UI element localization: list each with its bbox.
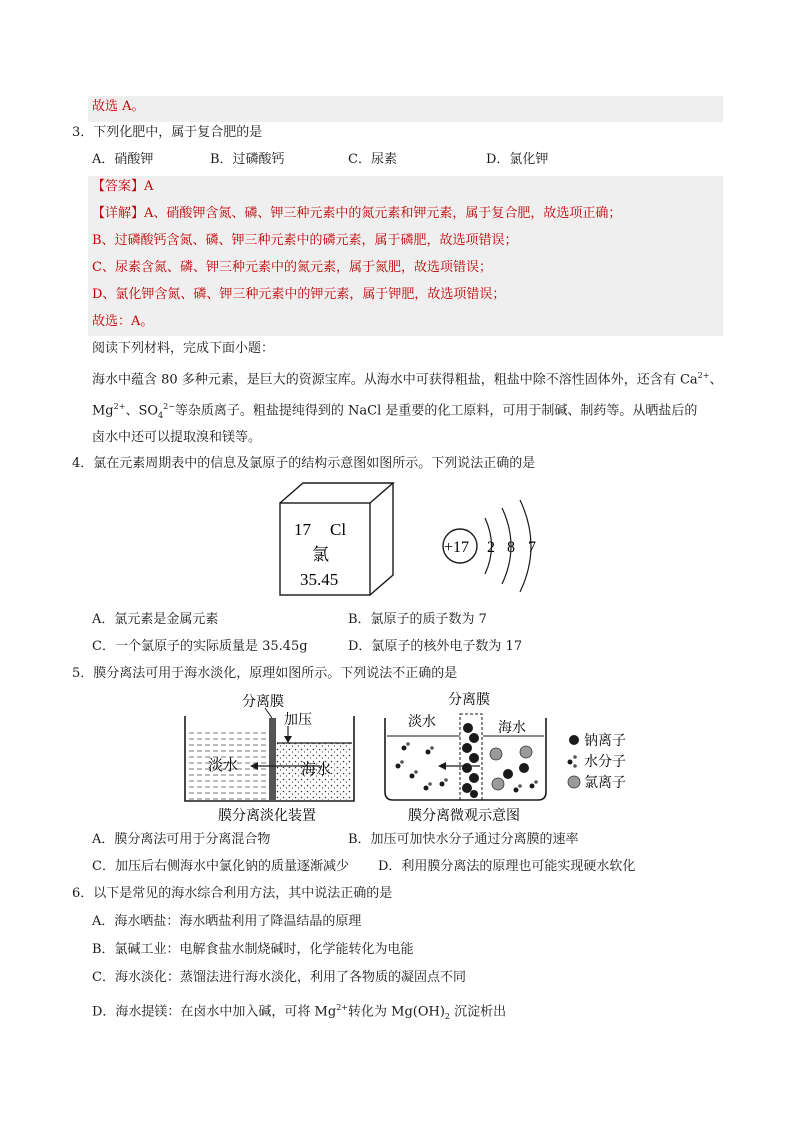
legend-sodium: 钠离子 — [584, 733, 626, 749]
fig1-fresh-label: 淡水 — [208, 756, 239, 774]
fig1-sea-label: 海水 — [301, 760, 332, 778]
fig2-fresh-label: 淡水 — [408, 714, 436, 730]
q3-stem: 3．下列化肥中，属于复合肥的是 — [72, 125, 263, 140]
q3-detail-b: B、过磷酸钙含氮、磷、钾三种元素中的磷元素，属于磷肥，故选项错误； — [92, 233, 518, 248]
legend — [568, 735, 581, 788]
fig2-membrane-label: 分离膜 — [448, 692, 490, 708]
material-intro: 阅读下列材料，完成下面小题： — [92, 341, 275, 356]
material-line-2: $Mg^{2+}$、$SO_4^{2-}$等杂质离子。粗盐提纯得到的 NaCl 是重要的化工原料，可用于制碱、制药等。从晒盐后的 — [92, 402, 698, 420]
q4-stem: 4．氯在元素周期表中的信息及氯原子的结构示意图如图所示。下列说法正确的是 — [72, 456, 536, 471]
q3-answer-box — [88, 176, 723, 336]
q6-option-c: C．海水淡化：蒸馏法进行海水淡化，利用了各物质的凝固点不同 — [92, 970, 466, 985]
q3-detail-c: C、尿素含氮、磷、钾三种元素中的氮元素，属于氮肥，故选项错误； — [92, 260, 492, 275]
q3-detail-a: 【详解】A、硝酸钾含氮、磷、钾三种元素中的氮元素和钾元素，属于复合肥，故选项正确； — [92, 206, 622, 221]
atom-nucleus: +17 — [444, 539, 470, 556]
q5-stem: 5．膜分离法可用于海水淡化，原理如图所示。下列说法不正确的是 — [72, 666, 458, 681]
q6-option-b: B．氯碱工业：电解食盐水制烧碱时，化学能转化为电能 — [92, 942, 414, 957]
fig2-sea-label: 海水 — [498, 720, 526, 736]
membrane-figure — [180, 688, 640, 824]
legend-water: 水分子 — [584, 754, 626, 770]
q3-option-b: B．过磷酸钙 — [210, 152, 285, 167]
shell-2-electrons: 8 — [507, 539, 515, 556]
previous-answer-end: 故选 A。 — [92, 99, 145, 114]
q5-option-b: B．加压可加快水分子通过分离膜的速率 — [348, 832, 579, 847]
material-line-1: 海水中蕴含 80 多种元素，是巨大的资源宝库。从海水中可获得粗盐，粗盐中除不溶性固体外，还含有 $Ca^{2+}$、 — [92, 371, 723, 388]
q4-option-b: B．氯原子的质子数为 7 — [348, 612, 487, 627]
shell-3-electrons: 7 — [528, 539, 536, 556]
q3-detail-d: D、氯化钾含氮、磷、钾三种元素中的钾元素，属于钾肥，故选项错误； — [92, 287, 506, 302]
element-name: 氯 — [312, 545, 329, 564]
chlorine-figure — [270, 478, 570, 598]
q6-option-a: A．海水晒盐：海水晒盐利用了降温结晶的原理 — [92, 914, 362, 929]
q3-option-c: C．尿素 — [348, 152, 397, 167]
fig1-pressure-label: 加压 — [284, 712, 312, 728]
fig1-caption: 膜分离淡化装置 — [218, 808, 316, 824]
material-line-3: 卤水中还可以提取溴和镁等。 — [92, 430, 262, 445]
q4-option-c: C．一个氯原子的实际质量是 35.45g — [92, 639, 308, 654]
previous-answer-box — [88, 96, 723, 122]
element-symbol: Cl — [330, 520, 347, 539]
q5-option-a: A．膜分离法可用于分离混合物 — [92, 832, 271, 847]
element-number: 17 — [294, 520, 311, 539]
q3-detail-conclusion: 故选：A。 — [92, 314, 154, 329]
q5-option-c: C．加压后右侧海水中氯化钠的质量逐渐减少 — [92, 859, 349, 874]
fig2-caption: 膜分离微观示意图 — [408, 808, 520, 824]
q3-answer: 【答案】A — [92, 179, 154, 194]
q3-option-d: D．氯化钾 — [486, 152, 549, 167]
desalination-device — [185, 708, 354, 801]
q3-option-a: A．硝酸钾 — [92, 152, 154, 167]
shell-1-electrons: 2 — [487, 539, 495, 556]
q4-option-d: D．氯原子的核外电子数为 17 — [348, 639, 523, 654]
element-mass: 35.45 — [300, 570, 339, 589]
fig1-membrane-label: 分离膜 — [242, 694, 284, 710]
q4-option-a: A．氯元素是金属元素 — [92, 612, 219, 627]
q6-option-d: D．海水提镁：在卤水中加入碱，可将 $Mg^{2+}$转化为 $Mg(OH)_2$ 沉淀析出 — [92, 1003, 507, 1021]
q5-option-d: D．利用膜分离法的原理也可能实现硬水软化 — [378, 859, 636, 874]
q6-stem: 6．以下是常见的海水综合利用方法，其中说法正确的是 — [72, 886, 393, 901]
legend-chloride: 氯离子 — [584, 775, 626, 791]
